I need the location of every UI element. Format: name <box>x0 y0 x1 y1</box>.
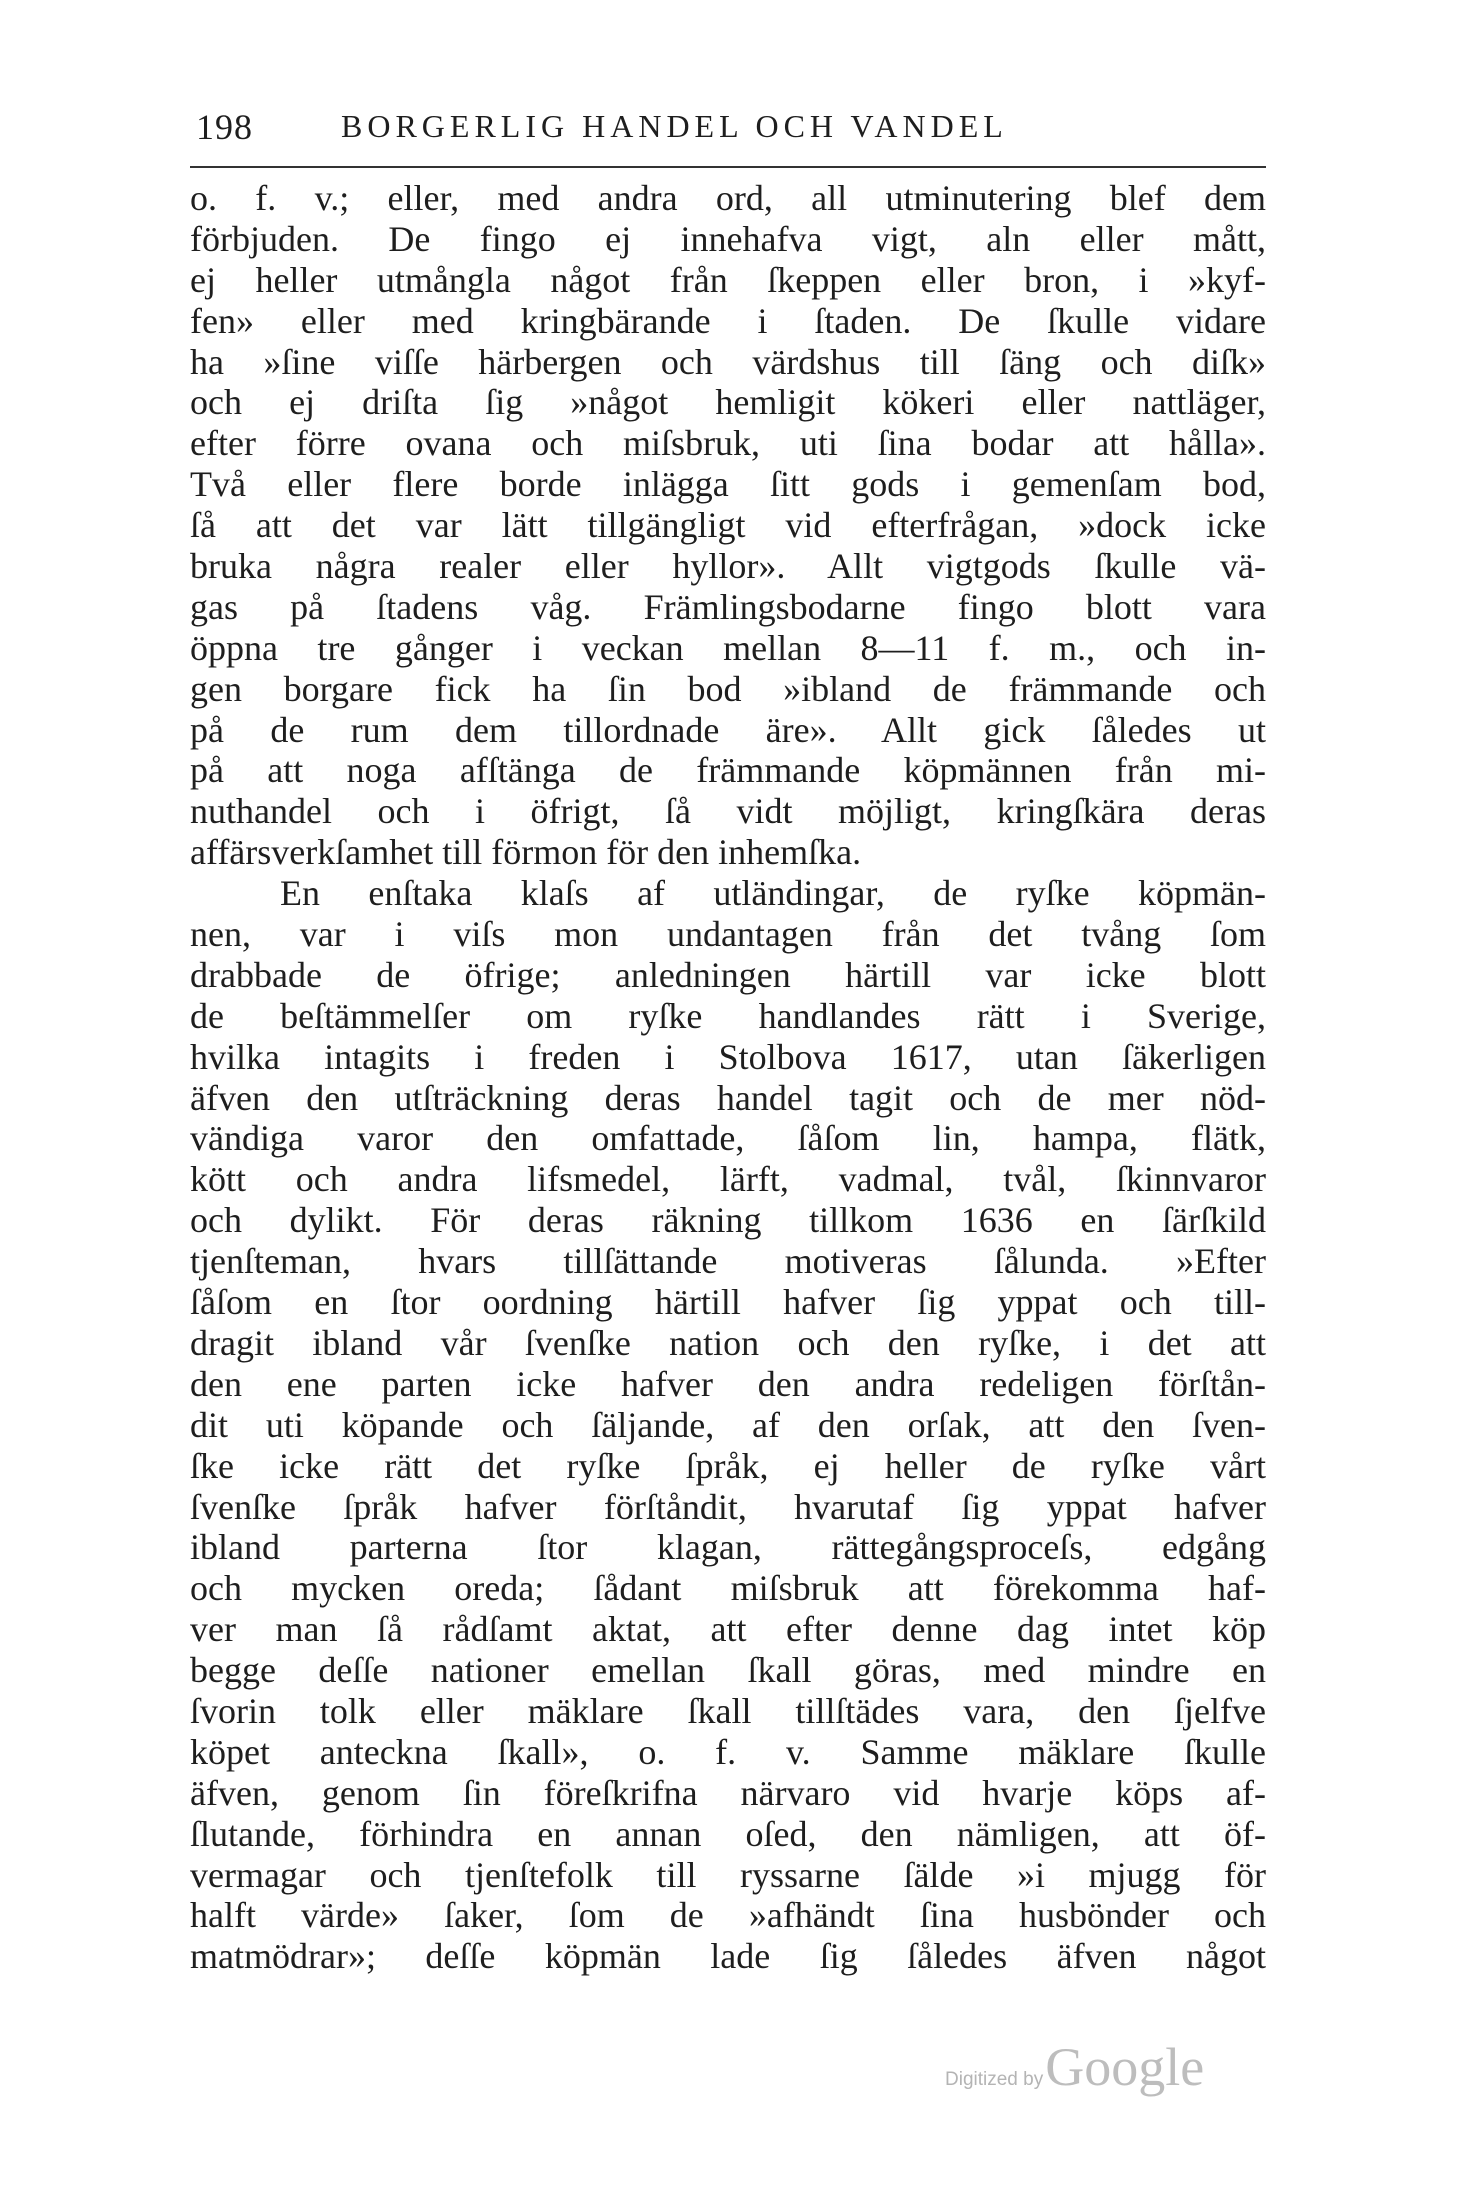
text-line: ej heller utmångla något från ſkeppen eller bron, i »kyf- <box>190 259 1266 300</box>
digitized-by-watermark <box>945 2036 1245 2106</box>
text-line: Två eller flere borde inlägga ſitt gods i gemenſam bod, <box>190 464 1266 505</box>
text-line: äfven, genom ſin föreſkrifna närvaro vid hvarje köps af- <box>190 1772 1266 1813</box>
text-line: efter förre ovana och miſsbruk, uti ſina bodar att hålla». <box>190 423 1266 464</box>
digitized-label: Digitized by <box>945 2069 1044 2090</box>
text-line: dragit ibland vår ſvenſke nation och den ryſke, i det att <box>190 1322 1266 1363</box>
text-line: vändiga varor den omfattade, ſåſom lin, hampa, flätk, <box>190 1118 1266 1159</box>
text-line: fen» eller med kringbärande i ſtaden. De ſkulle vidare <box>190 300 1266 341</box>
text-line: tjenſteman, hvars tillſättande motiveras ſålunda. »Efter <box>190 1241 1266 1282</box>
text-line: En enſtaka klaſs af utländingar, de ryſke köpmän- <box>280 873 1266 914</box>
text-line: hvilka intagits i freden i Stolbova 1617, utan ſäkerligen <box>190 1036 1266 1077</box>
text-line: halft värde» ſaker, ſom de »afhändt ſina husbönder och <box>190 1895 1266 1936</box>
text-line: begge deſſe nationer emellan ſkall göras, med mindre en <box>190 1650 1266 1691</box>
body-text <box>190 178 1266 1977</box>
text-line: på att noga afſtänga de främmande köpmännen från mi- <box>190 750 1266 791</box>
text-line: bruka några realer eller hyllor». Allt vigtgods ſkulle vä- <box>190 546 1266 587</box>
text-line: gen borgare fick ha ſin bod »ibland de främmande och <box>190 668 1266 709</box>
text-line: ver man ſå rådſamt aktat, att efter denne dag intet köp <box>190 1609 1266 1650</box>
text-line: ſå att det var lätt tillgängligt vid efterfrågan, »dock icke <box>190 505 1266 546</box>
text-line: ſåſom en ſtor oordning härtill hafver ſig yppat och till- <box>190 1282 1266 1323</box>
page-number: 198 <box>196 107 253 147</box>
text-line: o. f. v.; eller, med andra ord, all utminutering blef dem <box>190 178 1266 218</box>
text-line: den ene parten icke hafver den andra redeligen förſtån- <box>190 1363 1266 1404</box>
text-line: nuthandel och i öfrigt, ſå vidt möjligt, kringſkära deras <box>190 791 1266 832</box>
text-line: de beſtämmelſer om ryſke handlandes rätt i Sverige, <box>190 995 1266 1036</box>
text-line: ſke icke rätt det ryſke ſpråk, ej heller de ryſke vårt <box>190 1445 1266 1486</box>
page-header <box>196 100 1268 152</box>
text-line: dit uti köpande och ſäljande, af den orſak, att den ſven- <box>190 1404 1266 1445</box>
text-line: kött och andra lifsmedel, lärft, vadmal, tvål, ſkinnvaror <box>190 1159 1266 1200</box>
text-line: öppna tre gånger i veckan mellan 8—11 f. m., och in- <box>190 627 1266 668</box>
running-title: BORGERLIG HANDEL OCH VANDEL <box>341 108 1008 144</box>
text-line: på de rum dem tillordnade äre». Allt gick ſåledes ut <box>190 709 1266 750</box>
text-line: nen, var i viſs mon undantagen från det tvång ſom <box>190 914 1266 955</box>
text-line: ſlutande, förhindra en annan oſed, den nämligen, att öf- <box>190 1813 1266 1854</box>
text-line: och ej driſta ſig »något hemligit kökeri eller nattläger, <box>190 382 1266 423</box>
text-line: drabbade de öfrige; anledningen härtill var icke blott <box>190 954 1266 995</box>
text-line: köpet anteckna ſkall», o. f. v. Samme mäklare ſkulle <box>190 1731 1266 1772</box>
text-line: vermagar och tjenſtefolk till ryssarne ſälde »i mjugg för <box>190 1854 1266 1895</box>
text-line: ha »ſine viſſe härbergen och värdshus till ſäng och diſk» <box>190 341 1266 382</box>
text-line: gas på ſtadens våg. Främlingsbodarne fingo blott vara <box>190 586 1266 627</box>
header-rule <box>190 166 1266 168</box>
text-line: affärsverkſamhet till förmon för den inhemſka. <box>190 832 862 873</box>
text-line: ſvenſke ſpråk hafver förſtåndit, hvarutaf ſig yppat hafver <box>190 1486 1266 1527</box>
text-line: ſvorin tolk eller mäklare ſkall tillſtädes vara, den ſjelfve <box>190 1690 1266 1731</box>
text-line: förbjuden. De fingo ej innehafva vigt, aln eller mått, <box>190 218 1266 259</box>
text-line: matmödrar»; deſſe köpmän lade ſig ſåledes äfven något <box>190 1936 1266 1977</box>
google-logo: Google <box>1045 2037 1205 2097</box>
text-line: ibland parterna ſtor klagan, rättegångsproceſs, edgång <box>190 1527 1266 1568</box>
text-line: äfven den utſträckning deras handel tagit och de mer nöd- <box>190 1077 1266 1118</box>
text-line: och dylikt. För deras räkning tillkom 1636 en ſärſkild <box>190 1200 1266 1241</box>
text-line: och mycken oreda; ſådant miſsbruk att förekomma haf- <box>190 1568 1266 1609</box>
